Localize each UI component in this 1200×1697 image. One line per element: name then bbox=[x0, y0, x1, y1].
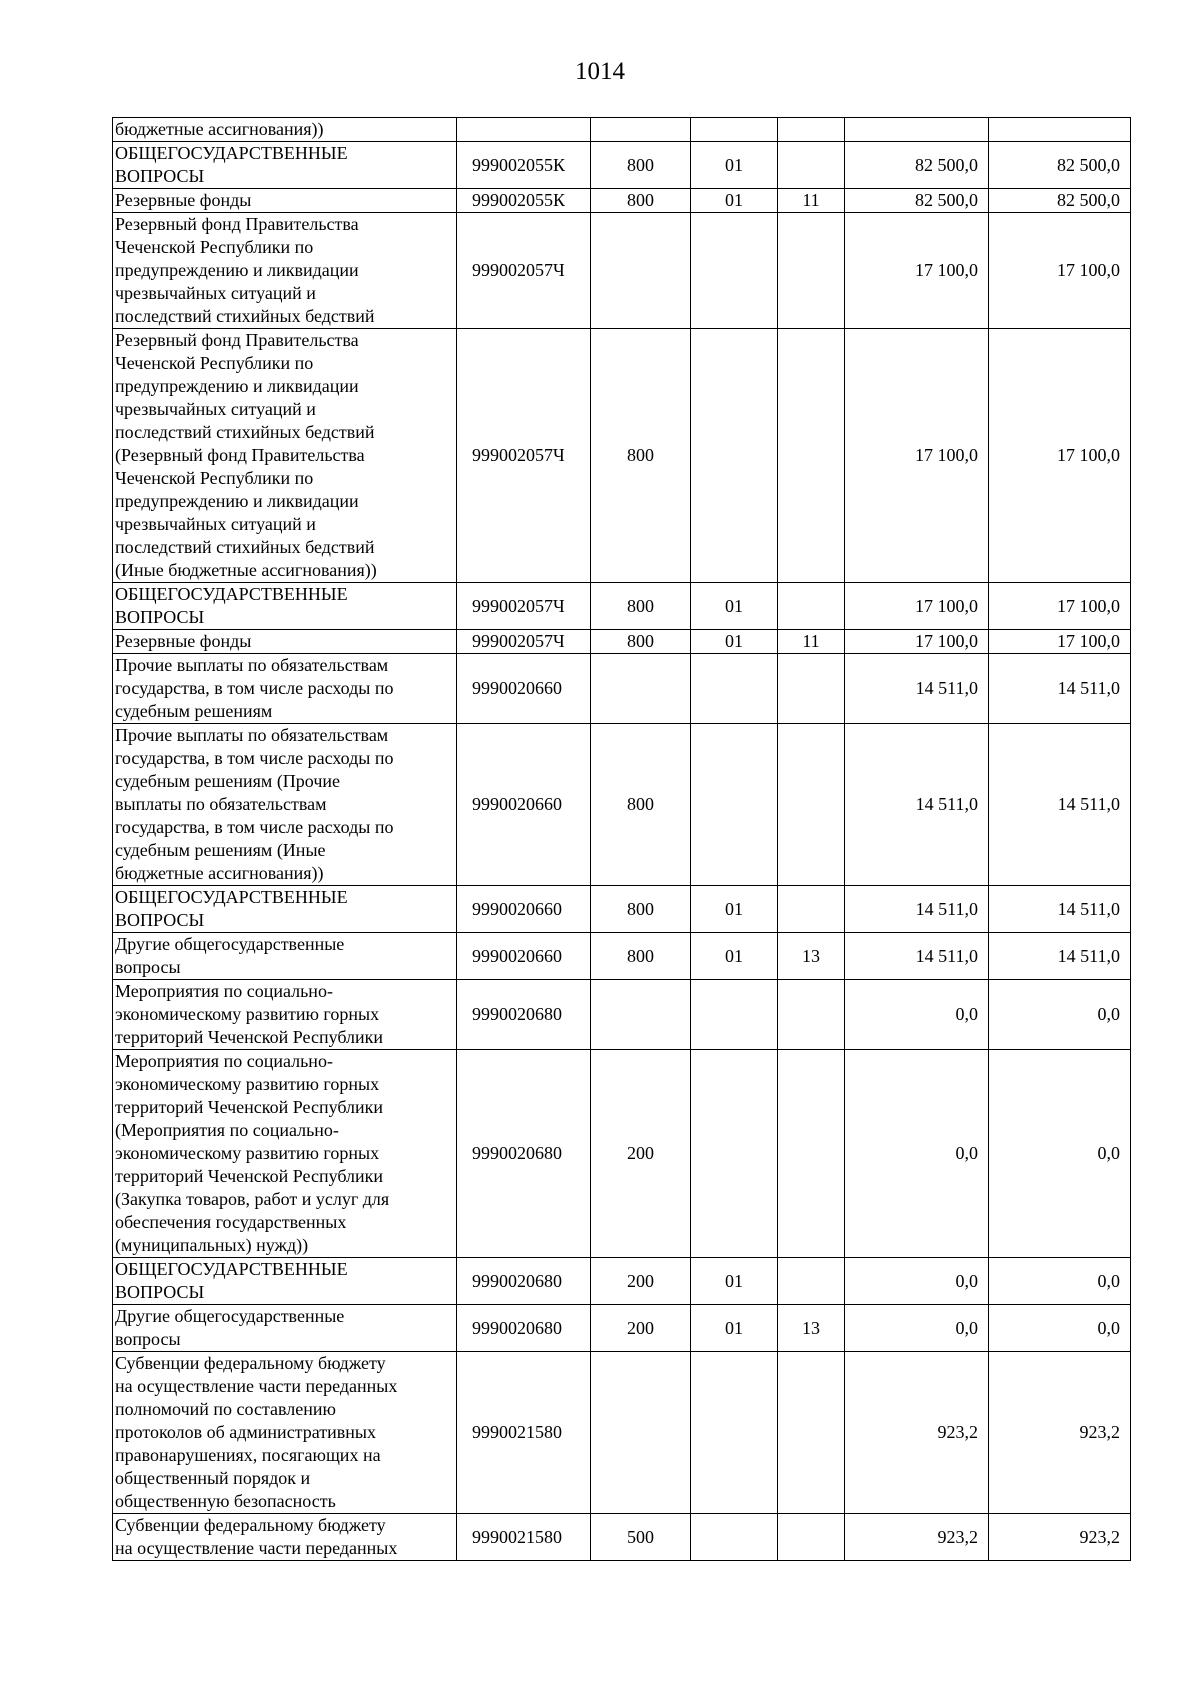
row-name-cell: Другие общегосударственные вопросы bbox=[113, 933, 457, 980]
row-code-cell: 9990020660 bbox=[457, 724, 591, 886]
row-code-cell: 9990020680 bbox=[457, 1258, 591, 1305]
row-amount-1-cell: 923,2 bbox=[845, 1514, 989, 1561]
row-subsection-cell bbox=[778, 213, 845, 329]
row-amount-2-cell: 0,0 bbox=[989, 1050, 1131, 1258]
row-amount-2-cell: 17 100,0 bbox=[989, 630, 1131, 654]
row-name-cell: Резервные фонды bbox=[113, 189, 457, 213]
row-code-cell: 9990020680 bbox=[457, 1050, 591, 1258]
table-row bbox=[113, 1352, 1131, 1514]
row-code-cell: 9990020660 bbox=[457, 933, 591, 980]
row-subsection-cell: 13 bbox=[778, 1305, 845, 1352]
row-expense-type-cell: 800 bbox=[591, 630, 691, 654]
row-name-cell: Резервный фонд Правительства Чеченской Республики по предупреждению и ликвидации чрезвычайных ситуаций и последствий стихийных бедствий (Резервный фонд Правительства Чеченской Республики по предупреждению и ликвидации чрезвычайных ситуаций и последствий стихийных бедствий (Иные бюджетные ассигнования)) bbox=[113, 329, 457, 583]
row-amount-1-cell: 14 511,0 bbox=[845, 654, 989, 724]
row-subsection-cell bbox=[778, 724, 845, 886]
row-code-cell: 999002057Ч bbox=[457, 630, 591, 654]
row-section-cell bbox=[691, 654, 778, 724]
row-amount-1-cell: 923,2 bbox=[845, 1352, 989, 1514]
row-name-cell: ОБЩЕГОСУДАРСТВЕННЫЕ ВОПРОСЫ bbox=[113, 1258, 457, 1305]
row-code-cell bbox=[457, 118, 591, 142]
table-row bbox=[113, 1514, 1131, 1561]
row-section-cell bbox=[691, 724, 778, 886]
table-row bbox=[113, 583, 1131, 630]
row-section-cell bbox=[691, 118, 778, 142]
row-name-cell: Субвенции федеральному бюджету на осуществление части переданных полномочий по составлению протоколов об административных правонарушениях, посягающих на общественный порядок и общественную безопасность bbox=[113, 1352, 457, 1514]
row-expense-type-cell: 200 bbox=[591, 1258, 691, 1305]
page-number: 1014 bbox=[575, 58, 625, 85]
row-subsection-cell: 13 bbox=[778, 933, 845, 980]
row-expense-type-cell: 800 bbox=[591, 189, 691, 213]
row-amount-1-cell: 17 100,0 bbox=[845, 630, 989, 654]
row-expense-type-cell: 800 bbox=[591, 933, 691, 980]
row-amount-1-cell: 17 100,0 bbox=[845, 213, 989, 329]
row-code-cell: 9990021580 bbox=[457, 1514, 591, 1561]
row-code-cell: 999002057Ч bbox=[457, 213, 591, 329]
row-amount-1-cell: 17 100,0 bbox=[845, 329, 989, 583]
table-row bbox=[113, 1305, 1131, 1352]
row-amount-1-cell: 0,0 bbox=[845, 980, 989, 1050]
row-expense-type-cell: 200 bbox=[591, 1305, 691, 1352]
row-expense-type-cell: 800 bbox=[591, 886, 691, 933]
row-section-cell: 01 bbox=[691, 142, 778, 189]
row-amount-2-cell: 923,2 bbox=[989, 1514, 1131, 1561]
row-section-cell: 01 bbox=[691, 1258, 778, 1305]
row-amount-2-cell: 82 500,0 bbox=[989, 189, 1131, 213]
row-amount-2-cell: 17 100,0 bbox=[989, 213, 1131, 329]
row-code-cell: 9990021580 bbox=[457, 1352, 591, 1514]
budget-table-body bbox=[113, 118, 1131, 1561]
row-subsection-cell bbox=[778, 1352, 845, 1514]
table-row bbox=[113, 886, 1131, 933]
row-name-cell: ОБЩЕГОСУДАРСТВЕННЫЕ ВОПРОСЫ bbox=[113, 886, 457, 933]
row-name-cell: Мероприятия по социально- экономическому развитию горных территорий Чеченской Республики (Мероприятия по социально- экономическому развитию горных территорий Чеченской Республики (Закупка товаров, работ и услуг для обеспечения государственных (муниципальных) нужд)) bbox=[113, 1050, 457, 1258]
budget-table bbox=[112, 117, 1131, 1561]
row-amount-1-cell: 14 511,0 bbox=[845, 933, 989, 980]
row-section-cell: 01 bbox=[691, 933, 778, 980]
row-section-cell bbox=[691, 213, 778, 329]
row-expense-type-cell bbox=[591, 654, 691, 724]
row-expense-type-cell bbox=[591, 980, 691, 1050]
row-amount-2-cell: 17 100,0 bbox=[989, 583, 1131, 630]
table-row bbox=[113, 213, 1131, 329]
row-section-cell: 01 bbox=[691, 1305, 778, 1352]
row-amount-2-cell: 14 511,0 bbox=[989, 886, 1131, 933]
row-expense-type-cell: 200 bbox=[591, 1050, 691, 1258]
row-code-cell: 9990020660 bbox=[457, 654, 591, 724]
row-name-cell: Резервный фонд Правительства Чеченской Республики по предупреждению и ликвидации чрезвычайных ситуаций и последствий стихийных бедствий bbox=[113, 213, 457, 329]
row-section-cell bbox=[691, 1050, 778, 1258]
row-subsection-cell bbox=[778, 142, 845, 189]
row-code-cell: 999002055К bbox=[457, 142, 591, 189]
row-amount-2-cell: 82 500,0 bbox=[989, 142, 1131, 189]
row-amount-1-cell: 82 500,0 bbox=[845, 142, 989, 189]
row-code-cell: 999002057Ч bbox=[457, 329, 591, 583]
row-code-cell: 9990020680 bbox=[457, 980, 591, 1050]
row-subsection-cell bbox=[778, 583, 845, 630]
row-name-cell: бюджетные ассигнования)) bbox=[113, 118, 457, 142]
row-expense-type-cell bbox=[591, 118, 691, 142]
row-name-cell: Мероприятия по социально- экономическому развитию горных территорий Чеченской Республики bbox=[113, 980, 457, 1050]
row-subsection-cell bbox=[778, 1514, 845, 1561]
row-amount-2-cell: 14 511,0 bbox=[989, 654, 1131, 724]
row-section-cell: 01 bbox=[691, 630, 778, 654]
row-code-cell: 9990020680 bbox=[457, 1305, 591, 1352]
row-section-cell: 01 bbox=[691, 886, 778, 933]
row-name-cell: Прочие выплаты по обязательствам государства, в том числе расходы по судебным решениям (Прочие выплаты по обязательствам государства, в том числе расходы по судебным решениям (Иные бюджетные ассигнования)) bbox=[113, 724, 457, 886]
table-row bbox=[113, 142, 1131, 189]
row-subsection-cell: 11 bbox=[778, 630, 845, 654]
row-amount-1-cell: 0,0 bbox=[845, 1258, 989, 1305]
row-name-cell: ОБЩЕГОСУДАРСТВЕННЫЕ ВОПРОСЫ bbox=[113, 583, 457, 630]
row-subsection-cell bbox=[778, 118, 845, 142]
row-section-cell: 01 bbox=[691, 583, 778, 630]
row-name-cell: ОБЩЕГОСУДАРСТВЕННЫЕ ВОПРОСЫ bbox=[113, 142, 457, 189]
row-section-cell bbox=[691, 329, 778, 583]
row-section-cell bbox=[691, 1352, 778, 1514]
row-amount-1-cell bbox=[845, 118, 989, 142]
row-amount-1-cell: 17 100,0 bbox=[845, 583, 989, 630]
row-amount-2-cell: 17 100,0 bbox=[989, 329, 1131, 583]
row-expense-type-cell: 800 bbox=[591, 142, 691, 189]
table-row bbox=[113, 980, 1131, 1050]
row-expense-type-cell bbox=[591, 213, 691, 329]
row-amount-2-cell bbox=[989, 118, 1131, 142]
row-subsection-cell bbox=[778, 980, 845, 1050]
table-row bbox=[113, 724, 1131, 886]
row-amount-2-cell: 0,0 bbox=[989, 1305, 1131, 1352]
table-row bbox=[113, 933, 1131, 980]
table-row bbox=[113, 189, 1131, 213]
table-row bbox=[113, 630, 1131, 654]
table-row bbox=[113, 118, 1131, 142]
row-subsection-cell: 11 bbox=[778, 189, 845, 213]
row-amount-2-cell: 14 511,0 bbox=[989, 724, 1131, 886]
row-amount-1-cell: 14 511,0 bbox=[845, 724, 989, 886]
row-amount-2-cell: 0,0 bbox=[989, 980, 1131, 1050]
row-name-cell: Резервные фонды bbox=[113, 630, 457, 654]
row-expense-type-cell: 500 bbox=[591, 1514, 691, 1561]
row-code-cell: 999002057Ч bbox=[457, 583, 591, 630]
row-expense-type-cell bbox=[591, 1352, 691, 1514]
table-row bbox=[113, 654, 1131, 724]
row-subsection-cell bbox=[778, 654, 845, 724]
row-amount-2-cell: 14 511,0 bbox=[989, 933, 1131, 980]
row-subsection-cell bbox=[778, 329, 845, 583]
row-expense-type-cell: 800 bbox=[591, 329, 691, 583]
table-row bbox=[113, 1050, 1131, 1258]
row-amount-1-cell: 0,0 bbox=[845, 1050, 989, 1258]
row-subsection-cell bbox=[778, 1258, 845, 1305]
row-amount-1-cell: 82 500,0 bbox=[845, 189, 989, 213]
row-name-cell: Субвенции федеральному бюджету на осуществление части переданных bbox=[113, 1514, 457, 1561]
row-code-cell: 9990020660 bbox=[457, 886, 591, 933]
row-subsection-cell bbox=[778, 886, 845, 933]
row-expense-type-cell: 800 bbox=[591, 724, 691, 886]
row-name-cell: Другие общегосударственные вопросы bbox=[113, 1305, 457, 1352]
row-amount-2-cell: 0,0 bbox=[989, 1258, 1131, 1305]
table-row bbox=[113, 1258, 1131, 1305]
row-amount-1-cell: 0,0 bbox=[845, 1305, 989, 1352]
row-code-cell: 999002055К bbox=[457, 189, 591, 213]
row-name-cell: Прочие выплаты по обязательствам государства, в том числе расходы по судебным решениям bbox=[113, 654, 457, 724]
row-section-cell: 01 bbox=[691, 189, 778, 213]
row-section-cell bbox=[691, 980, 778, 1050]
table-row bbox=[113, 329, 1131, 583]
row-subsection-cell bbox=[778, 1050, 845, 1258]
row-amount-2-cell: 923,2 bbox=[989, 1352, 1131, 1514]
row-expense-type-cell: 800 bbox=[591, 583, 691, 630]
row-amount-1-cell: 14 511,0 bbox=[845, 886, 989, 933]
row-section-cell bbox=[691, 1514, 778, 1561]
